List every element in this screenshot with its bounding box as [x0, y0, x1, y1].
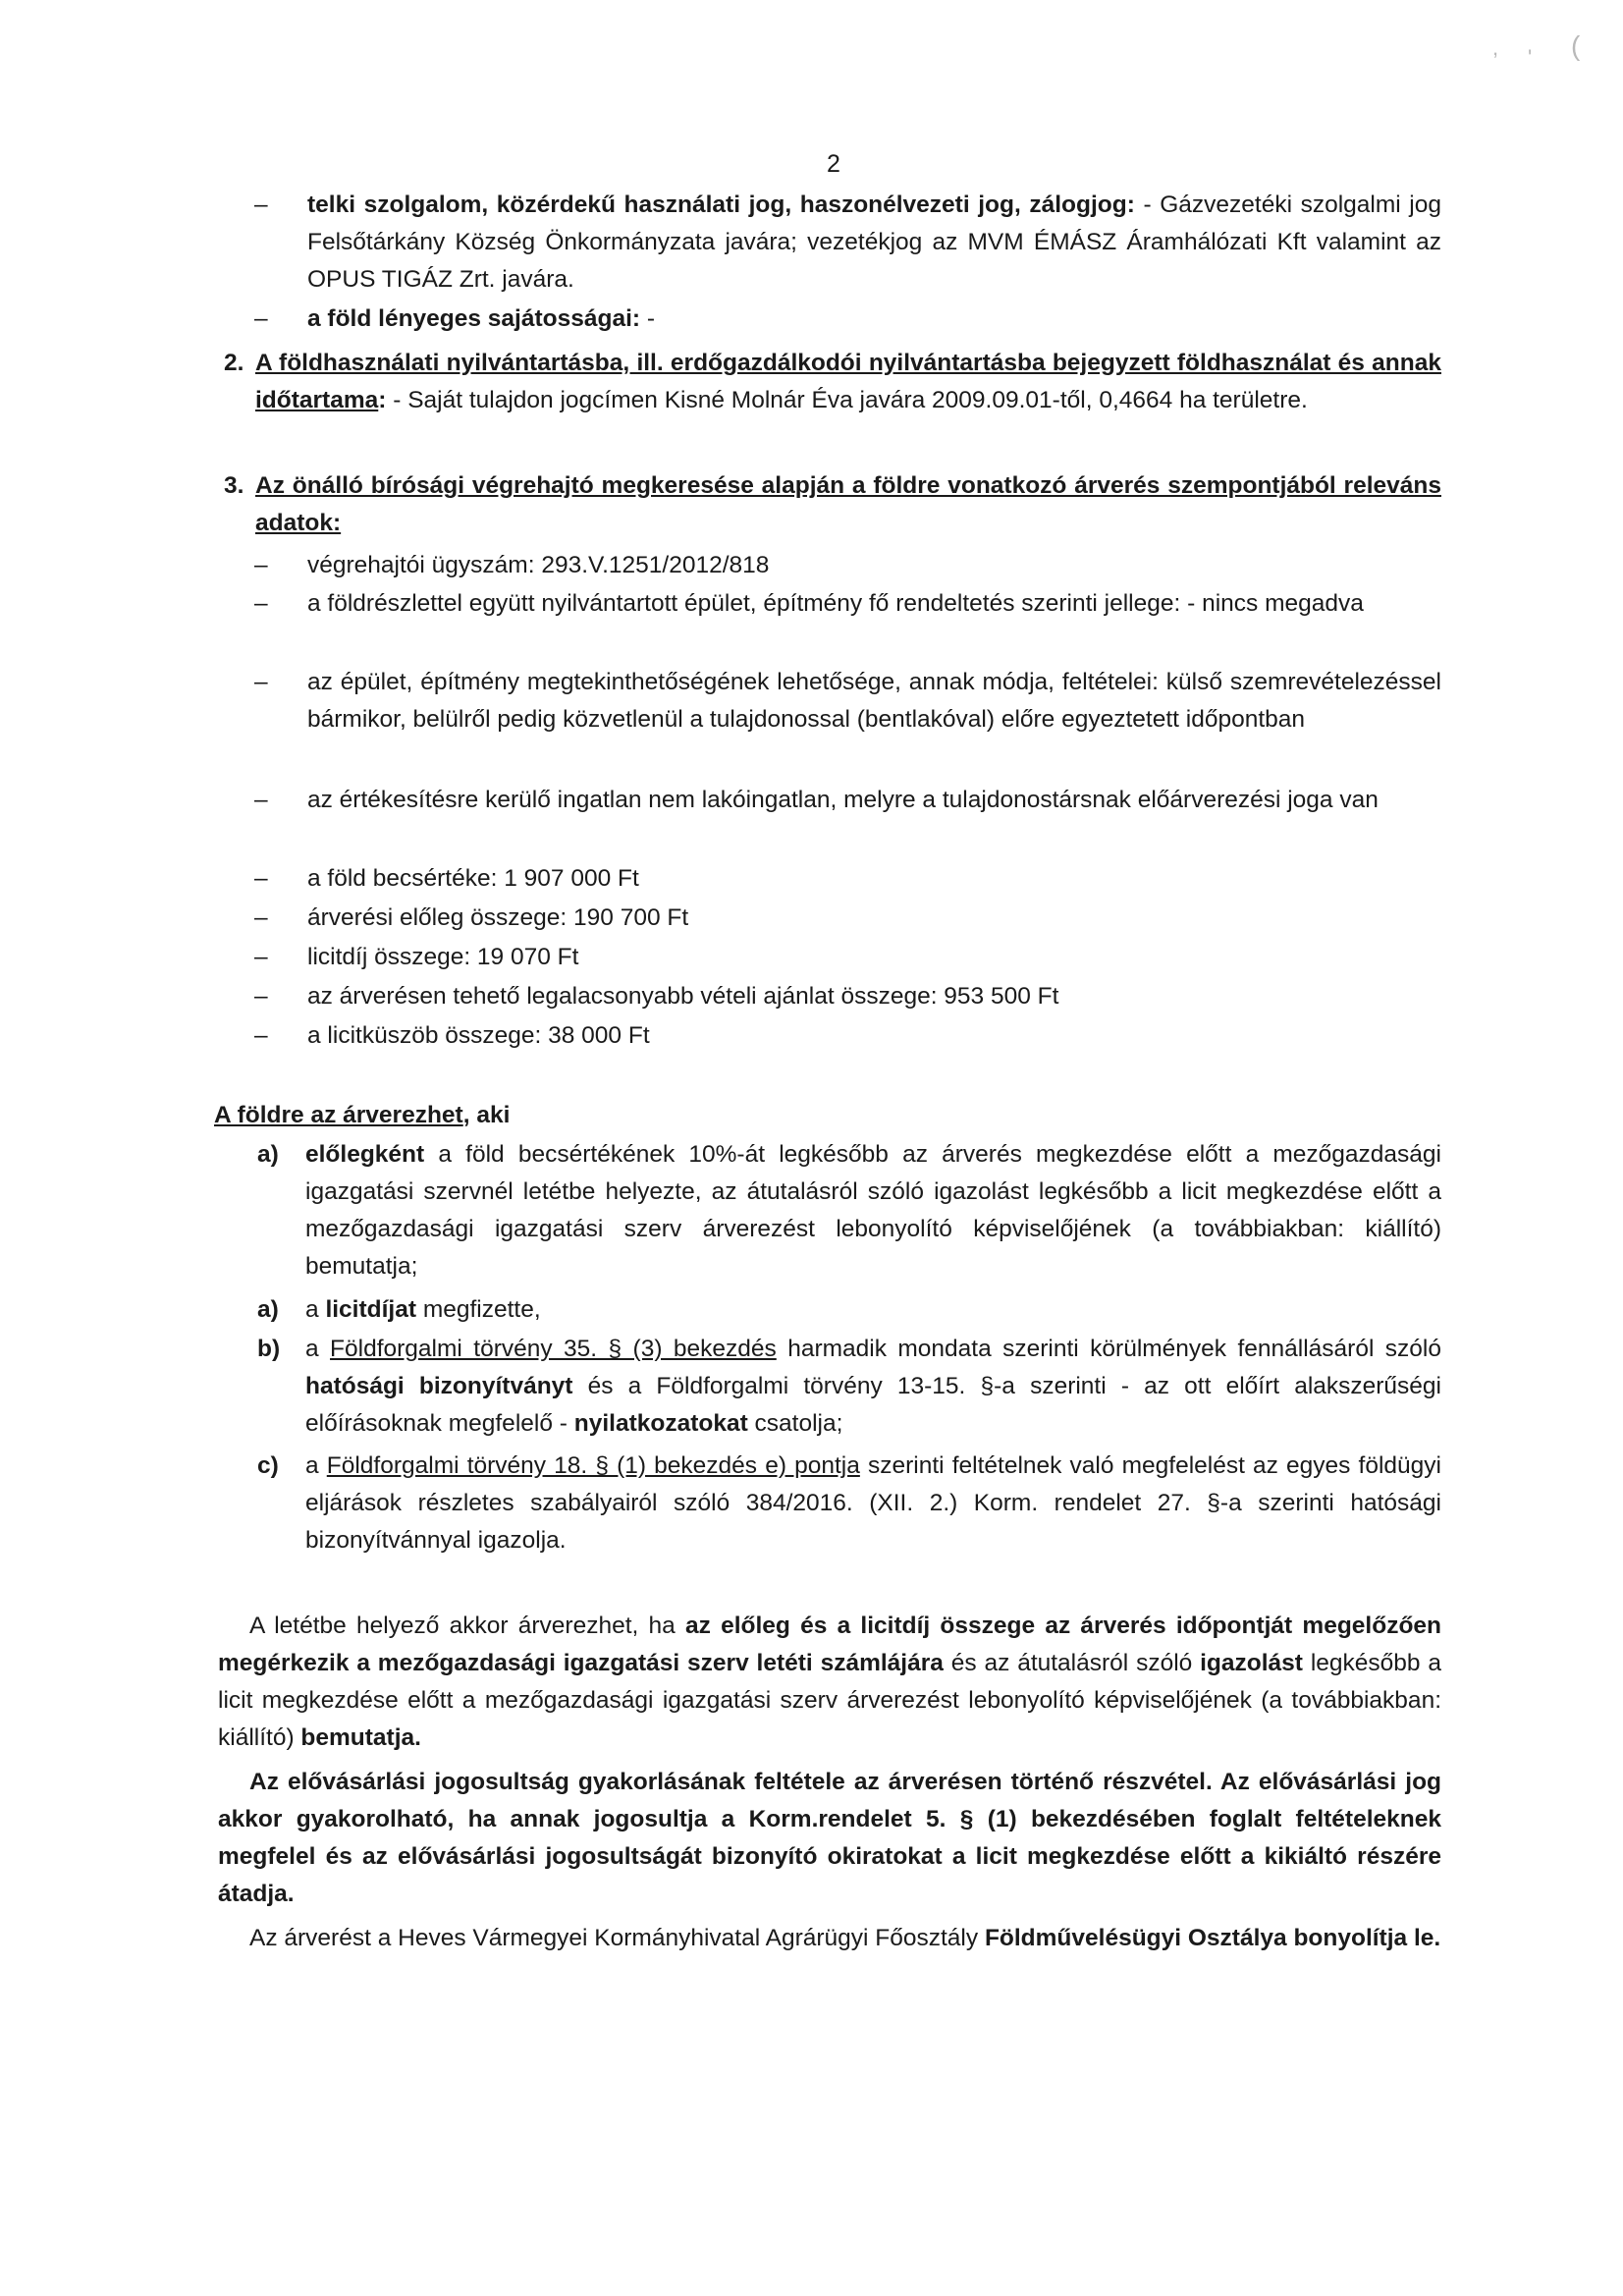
item-label: c) [257, 1452, 279, 1479]
law-reference: Földforgalmi törvény 35. § (3) bekezdés [330, 1336, 777, 1362]
item-label: a) [257, 1141, 279, 1168]
item-label: b) [257, 1336, 281, 1362]
scan-mark: , [1492, 35, 1499, 60]
scan-mark: ' [1528, 45, 1533, 70]
item-label: a) [257, 1296, 279, 1323]
bidder-condition-compliance: a Földforgalmi törvény 18. § (1) bekezdés e) pontja szerinti feltételnek való megfelelést az egyes földügyi eljárások részletes szabályairól szóló 384/2016. (XII. 2.) Korm. rendelet 27. §-a szerinti hatósági bizonyítvánnyal igazolja. [305, 1452, 1441, 1554]
list-item: licitdíj összege: 19 070 Ft [307, 944, 579, 970]
list-dash: – [254, 669, 268, 695]
bidder-condition-deposit: előlegként a föld becsértékének 10%-át legkésőbb az árverés megkezdése előtt a mezőgazdasági igazgatási szervnél letétbe helyezte, az átutalásról szóló igazolást legkésőbb a licit megkezdése előtt a mezőgazdasági igazgatási szerv árverezést lebonyolító képviselőjének (a továbbiakban: kiállító) bemutatja; [305, 1141, 1441, 1280]
list-item: az árverésen tehető legalacsonyabb vételi ajánlat összege: 953 500 Ft [307, 983, 1059, 1010]
list-dash: – [254, 191, 268, 218]
list-dash: – [254, 944, 268, 970]
list-dash: – [254, 983, 268, 1010]
scan-mark: ( [1571, 30, 1581, 61]
list-dash: – [254, 787, 268, 813]
list-item: árverési előleg összege: 190 700 Ft [307, 904, 689, 931]
list-item: a föld becsértéke: 1 907 000 Ft [307, 865, 639, 892]
law-reference: Földforgalmi törvény 18. § (1) bekezdés e) pontja [326, 1452, 860, 1479]
bidder-condition-certificate: a Földforgalmi törvény 35. § (3) bekezdés harmadik mondata szerinti körülmények fennállásáról szóló hatósági bizonyítványt és a Földforgalmi törvény 13-15. §-a szerinti - az ott előírt alakszerűségi előírásoknak megfelelő - nyilatkozatokat csatolja; [305, 1336, 1441, 1437]
list-item: végrehajtói ügyszám: 293.V.1251/2012/818 [307, 552, 770, 578]
page-number: 2 [827, 150, 840, 178]
list-dash: – [254, 865, 268, 892]
list-item-servitudes: telki szolgalom, közérdekű használati jog, haszonélvezeti jog, zálogjog: - Gázvezetéki szolgalmi jog Felsőtárkány Község Önkormányzata javára; vezetékjog az MVM ÉMÁSZ Áramhálózati Kft valamint az OPUS TIGÁZ Zrt. javára. [307, 191, 1441, 293]
deposit-paragraph: A letétbe helyező akkor árverezhet, ha az előleg és a licitdíj összege az árverés időpontját megelőzően megérkezik a mezőgazdasági igazgatási szerv letéti számlájára és az átutalásról szóló igazolást legkésőbb a licit megkezdése előtt a mezőgazdasági igazgatási szerv árverezést lebonyolító képviselőjének (a továbbiakban: kiállító) bemutatja. [218, 1613, 1441, 1751]
section-2-title: A földhasználati nyilvántartásba, ill. erdőgazdálkodói nyilvántartásba bejegyzett földhasználat és annak időtartama [255, 350, 1441, 413]
bidder-condition-fee: a licitdíjat megfizette, [305, 1296, 541, 1323]
section-3-title: Az önálló bírósági végrehajtó megkeresése alapján a földre vonatkozó árverés szempontjából releváns adatok: [255, 472, 1441, 536]
list-item-land-features: a föld lényeges sajátosságai: - [307, 305, 656, 332]
bidders-heading: A földre az árverezhet, aki [214, 1102, 511, 1128]
list-item: a földrészlettel együtt nyilvántartott épület, építmény fő rendeltetés szerinti jellege: - nincs megadva [307, 590, 1364, 617]
list-dash: – [254, 1022, 268, 1049]
list-dash: – [254, 904, 268, 931]
organizer-paragraph: Az árverést a Heves Vármegyei Kormányhivatal Agrárügyi Főosztály Földművelésügyi Osztálya bonyolítja le. [249, 1925, 1441, 1951]
list-item: a licitküszöb összege: 38 000 Ft [307, 1022, 650, 1049]
list-item: az épület, építmény megtekinthetőségének lehetősége, annak módja, feltételei: külső szemrevételezéssel bármikor, belülről pedig közvetlenül a tulajdonossal (bentlakóval) előre egyeztetett időpontban [307, 669, 1441, 733]
list-dash: – [254, 552, 268, 578]
section-2-text: A földhasználati nyilvántartásba, ill. erdőgazdálkodói nyilvántartásba bejegyzett földhasználat és annak időtartama: - Saját tulajdon jogcímen Kisné Molnár Éva javára 2009.09.01-től, 0,4664 ha területre. [255, 350, 1441, 413]
list-dash: – [254, 590, 268, 617]
list-dash: – [254, 305, 268, 332]
list-item: az értékesítésre kerülő ingatlan nem lakóingatlan, melyre a tulajdonostársnak előárverezési joga van [307, 787, 1379, 813]
preemption-paragraph: Az elővásárlási jogosultság gyakorlásának feltétele az árverésen történő részvétel. Az elővásárlási jog akkor gyakorolható, ha annak jogosultja a Korm.rendelet 5. § (1) bekezdésében foglalt feltételeknek megfelel és az elővásárlási jogosultságát bizonyító okiratokat a licit megkezdése előtt a kikiáltó részére átadja. [218, 1769, 1441, 1907]
section-number: 3. [224, 472, 244, 499]
section-number: 2. [224, 350, 244, 376]
